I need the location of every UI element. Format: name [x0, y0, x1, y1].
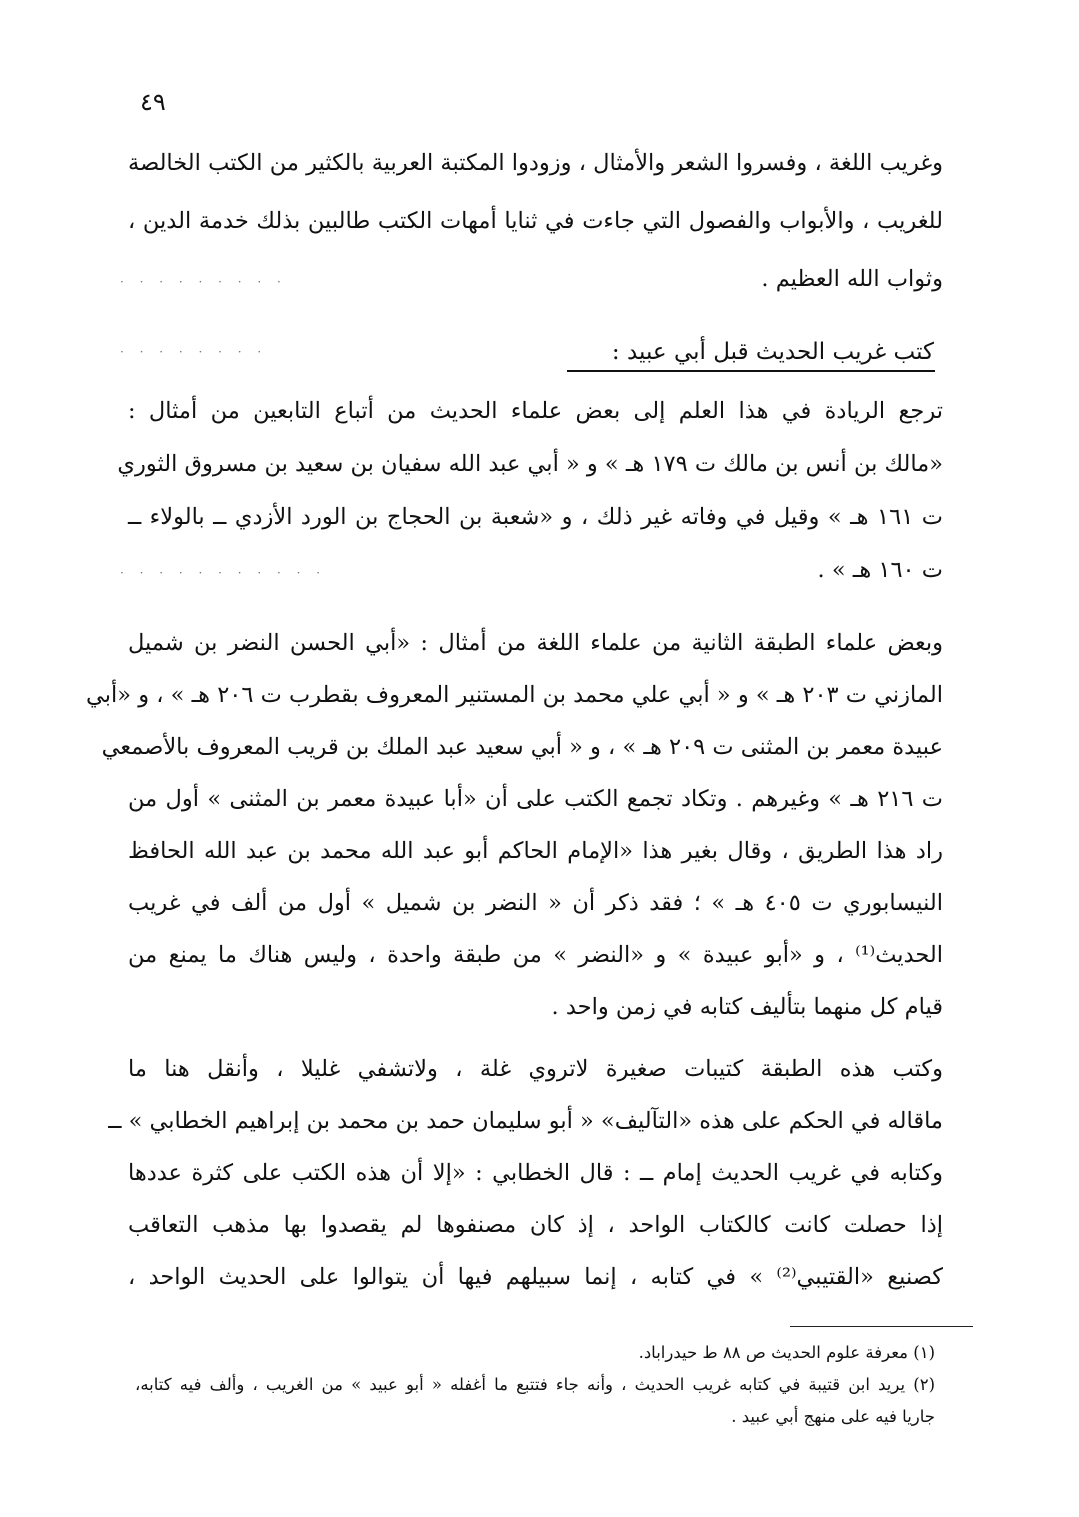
text-line: راد هذا الطريق ، وقال بغير هذا «الإمام الحاكم أبو عبد الله محمد بن عبد الله الحافظ [128, 838, 943, 864]
footnote-separator [790, 1326, 973, 1327]
text-line: ت ١٦٠ هـ » . [817, 557, 943, 583]
text-line: للغريب ، والأبواب والفصول التي جاءت في ثنايا أمهات الكتب طالبين بذلك خدمة الدين ، [128, 208, 943, 234]
paragraph-intro [128, 152, 943, 326]
page-number: ٤٩ [140, 88, 166, 116]
text-line: ت ٢١٦ هـ » وغيرهم . وتكاد تجمع الكتب على أن «أبا عبيدة معمر بن المثنى » أول من [128, 786, 943, 812]
text-line: وبعض علماء الطبقة الثانية من علماء اللغة من أمثال : «أبي الحسن النضر بن شميل [128, 630, 943, 656]
paragraph-pioneers [117, 398, 943, 612]
text-line: وثواب الله العظيم . [761, 266, 943, 292]
heading-underline [567, 370, 935, 372]
footnote-1: (١) معرفة علوم الحديث ص ٨٨ ط حيدراباد. [638, 1343, 935, 1362]
text-line: الحديث⁽¹⁾ ، و «أبو عبيدة » و «النضر » من طبقة واحدة ، وليس هناك ما يمنع من [128, 942, 943, 968]
scan-noise: · · · · · · · · · [120, 275, 287, 289]
text-line: المازني ت ٢٠٣ هـ » و « أبي علي محمد بن المستنير المعروف بقطرب ت ٢٠٦ هـ » ، و «أبي [86, 682, 943, 708]
text-line: وكتابه في غريب الحديث إمام ــ : قال الخطابي : «إلا أن هذه الكتب على كثرة عددها [128, 1160, 943, 1186]
text-line: وغريب اللغة ، وفسروا الشعر والأمثال ، وزودوا المكتبة العربية بالكثير من الكتب الخالصة [128, 150, 943, 176]
scan-noise: · · · · · · · · · · · [120, 566, 327, 580]
footnotes [135, 1345, 935, 1441]
text-line: «مالك بن أنس بن مالك ت ١٧٩ هـ » و « أبي عبد الله سفيان بن سعيد بن مسروق الثوري [117, 451, 943, 477]
footnote-2: (٢) يريد ابن قتيبة في كتابه غريب الحديث ، وأنه جاء فتتبع ما أغفله « أبو عبيد » من الغريب ، وألف فيه كتابه، [135, 1375, 935, 1394]
text-line: ت ١٦١ هـ » وقيل في وفاته غير ذلك ، و «شعبة بن الحجاج بن الورد الأزدي ــ بالولاء ــ [128, 504, 943, 530]
text-line: عبيدة معمر بن المثنى ت ٢٠٩ هـ » ، و « أبي سعيد عبد الملك بن قريب المعروف بالأصمعي [101, 734, 943, 760]
section-heading: كتب غريب الحديث قبل أبي عبيد : [611, 339, 934, 365]
text-line: ترجع الريادة في هذا العلم إلى بعض علماء الحديث من أتباع التابعين من أمثال : [128, 398, 943, 424]
paragraph-second-tier [86, 630, 943, 1048]
paragraph-khattabi [108, 1056, 943, 1318]
text-line: كصنيع «القتيبي⁽²⁾ » في كتابه ، إنما سبيلهم فيها أن يتوالوا على الحديث الواحد ، [128, 1264, 943, 1290]
text-line: إذا حصلت كانت كالكتاب الواحد ، إذ كان مصنفوها لم يقصدوا بها مذهب التعاقب [128, 1212, 943, 1238]
footnote-2-continued: جاريا فيه على منهج أبي عبيد . [731, 1407, 935, 1426]
text-line: ماقاله في الحكم على هذه «التآليف» « أبو سليمان حمد بن محمد بن إبراهيم الخطابي » ــ [108, 1108, 943, 1134]
text-line: النيسابوري ت ٤٠٥ هـ » ؛ فقد ذكر أن « النضر بن شميل » أول من ألف في غريب [128, 890, 943, 916]
scan-noise: · · · · · · · · [120, 345, 268, 359]
text-line: وكتب هذه الطبقة كتيبات صغيرة لاتروي غلة ، ولاتشفي غليلا ، وأنقل هنا ما [128, 1056, 943, 1082]
text-line: قيام كل منهما بتأليف كتابه في زمن واحد . [551, 994, 943, 1020]
